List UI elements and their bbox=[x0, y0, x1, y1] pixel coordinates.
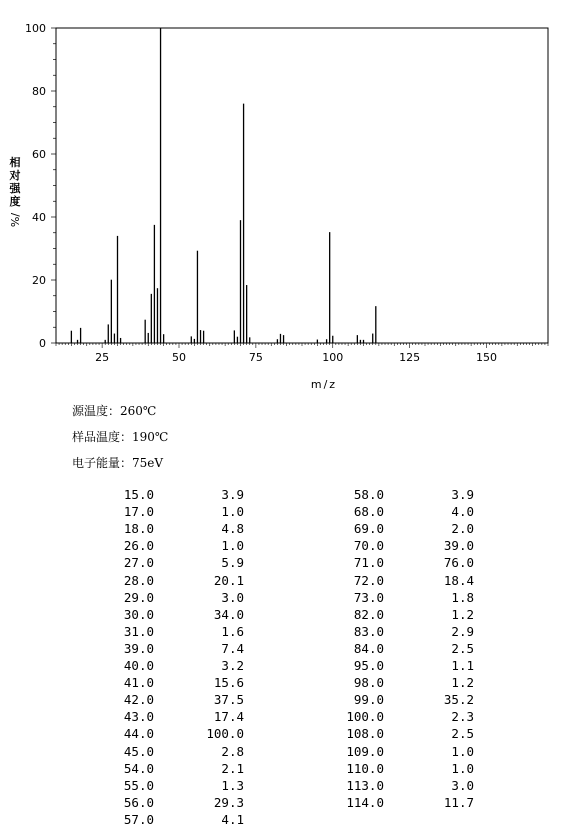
table-mz: 73.0 bbox=[353, 589, 384, 605]
table-mz: 31.0 bbox=[123, 623, 154, 639]
table-intensity: 4.8 bbox=[221, 521, 244, 537]
table-mz: 84.0 bbox=[353, 640, 384, 656]
sample-temperature: 样品温度：190℃ bbox=[72, 430, 169, 444]
table-mz: 108.0 bbox=[346, 726, 384, 742]
table-mz: 113.0 bbox=[346, 777, 384, 793]
table-mz: 42.0 bbox=[123, 692, 154, 708]
x-tick-label: 25 bbox=[95, 351, 110, 364]
table-intensity: 3.0 bbox=[451, 777, 474, 793]
source-temperature: 源温度：260℃ bbox=[72, 404, 157, 418]
table-intensity: 34.0 bbox=[213, 606, 244, 622]
table-mz: 95.0 bbox=[353, 658, 384, 673]
table-mz: 56.0 bbox=[123, 794, 154, 810]
table-intensity: 37.5 bbox=[213, 692, 244, 708]
table-mz: 29.0 bbox=[123, 589, 154, 605]
table-intensity: 4.0 bbox=[451, 504, 474, 520]
y-axis-label-unit: %/ bbox=[9, 212, 22, 228]
x-tick-label: 75 bbox=[248, 351, 263, 364]
table-mz: 99.0 bbox=[353, 692, 384, 708]
table-intensity: 3.0 bbox=[221, 589, 244, 605]
x-tick-label: 50 bbox=[172, 351, 186, 364]
x-tick-label: 100 bbox=[322, 351, 344, 364]
table-intensity: 29.3 bbox=[213, 794, 244, 810]
y-tick-label: 0 bbox=[39, 337, 46, 350]
table-mz: 55.0 bbox=[123, 777, 154, 793]
table-intensity: 1.6 bbox=[221, 623, 244, 639]
table-mz: 44.0 bbox=[123, 726, 154, 742]
table-intensity: 3.9 bbox=[451, 487, 474, 502]
table-intensity: 3.2 bbox=[221, 658, 244, 673]
table-mz: 72.0 bbox=[353, 572, 384, 588]
table-intensity: 1.2 bbox=[451, 606, 474, 622]
table-mz: 15.0 bbox=[123, 487, 154, 502]
table-mz: 41.0 bbox=[123, 675, 154, 691]
table-intensity: 1.0 bbox=[221, 538, 244, 554]
table-intensity: 20.1 bbox=[213, 572, 244, 588]
table-intensity: 76.0 bbox=[443, 555, 474, 571]
table-intensity: 2.3 bbox=[451, 709, 474, 725]
table-intensity: 4.1 bbox=[221, 811, 244, 827]
table-mz: 45.0 bbox=[123, 743, 154, 759]
table-mz: 57.0 bbox=[123, 811, 154, 827]
table-intensity: 1.2 bbox=[451, 675, 474, 691]
table-intensity: 5.9 bbox=[221, 555, 244, 571]
table-intensity: 2.8 bbox=[221, 743, 244, 759]
table-intensity: 3.9 bbox=[221, 487, 244, 502]
table-mz: 114.0 bbox=[346, 794, 384, 810]
table-intensity: 18.4 bbox=[443, 572, 474, 588]
table-mz: 43.0 bbox=[123, 709, 154, 725]
electron-energy: 电子能量：75eV bbox=[72, 456, 164, 470]
table-intensity: 2.9 bbox=[451, 623, 474, 639]
table-mz: 17.0 bbox=[123, 504, 154, 520]
table-mz: 83.0 bbox=[353, 623, 384, 639]
table-intensity: 17.4 bbox=[213, 709, 244, 725]
table-mz: 26.0 bbox=[123, 538, 154, 554]
y-tick-label: 20 bbox=[32, 274, 46, 287]
table-mz: 70.0 bbox=[353, 538, 384, 554]
mass-spectrum-chart bbox=[0, 0, 570, 400]
table-mz: 58.0 bbox=[353, 487, 384, 502]
table-mz: 30.0 bbox=[123, 606, 154, 622]
x-tick-label: 125 bbox=[399, 351, 421, 364]
plot-frame bbox=[56, 28, 548, 343]
y-axis-label-char: 相 bbox=[9, 156, 21, 169]
table-intensity: 2.5 bbox=[451, 726, 474, 742]
y-tick-label: 40 bbox=[32, 211, 46, 224]
table-intensity: 100.0 bbox=[206, 726, 244, 742]
y-axis-label-char: 强 bbox=[9, 182, 21, 195]
table-intensity: 15.6 bbox=[213, 675, 244, 691]
table-intensity: 35.2 bbox=[443, 692, 474, 708]
y-tick-label: 80 bbox=[32, 85, 46, 98]
table-mz: 27.0 bbox=[123, 555, 154, 571]
y-tick-label: 60 bbox=[32, 148, 46, 161]
table-mz: 100.0 bbox=[346, 709, 384, 725]
y-tick-label: 100 bbox=[25, 22, 46, 35]
y-axis-label-char: 对 bbox=[9, 169, 21, 182]
table-intensity: 1.8 bbox=[451, 589, 474, 605]
table-mz: 68.0 bbox=[353, 504, 384, 520]
table-mz: 54.0 bbox=[123, 760, 154, 776]
table-mz: 98.0 bbox=[353, 675, 384, 691]
x-axis-label: m/z bbox=[310, 378, 338, 391]
table-mz: 28.0 bbox=[123, 572, 154, 588]
table-intensity: 7.4 bbox=[221, 640, 244, 656]
table-intensity: 2.1 bbox=[221, 760, 244, 776]
y-axis-label-char: 度 bbox=[9, 195, 21, 208]
table-intensity: 1.0 bbox=[451, 743, 474, 759]
x-tick-label: 150 bbox=[476, 351, 497, 364]
table-intensity: 1.0 bbox=[221, 504, 244, 520]
table-intensity: 2.0 bbox=[451, 521, 474, 537]
table-mz: 40.0 bbox=[123, 658, 154, 673]
table-mz: 82.0 bbox=[353, 606, 384, 622]
table-mz: 69.0 bbox=[353, 521, 384, 537]
table-intensity: 39.0 bbox=[443, 538, 474, 554]
table-intensity: 1.0 bbox=[451, 760, 474, 776]
table-intensity: 1.3 bbox=[221, 777, 244, 793]
table-intensity: 1.1 bbox=[451, 658, 474, 673]
table-mz: 109.0 bbox=[346, 743, 384, 759]
table-mz: 39.0 bbox=[123, 640, 154, 656]
table-intensity: 11.7 bbox=[443, 794, 474, 810]
table-mz: 18.0 bbox=[123, 521, 154, 537]
table-mz: 71.0 bbox=[353, 555, 384, 571]
table-mz: 110.0 bbox=[346, 760, 384, 776]
table-intensity: 2.5 bbox=[451, 640, 474, 656]
